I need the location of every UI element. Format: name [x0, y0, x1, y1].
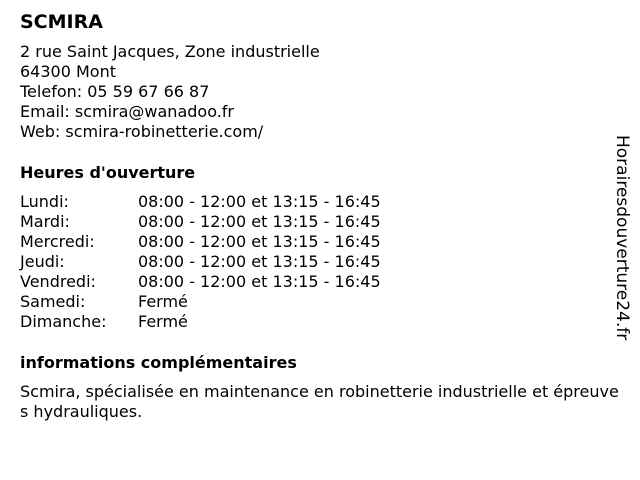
hours-row: [20, 292, 620, 312]
address-line-2: 64300 Mont: [20, 62, 116, 81]
opening-hours-table: [20, 192, 620, 332]
hours-time: Fermé: [138, 292, 188, 311]
site-watermark: Horairesdouverture24.fr: [612, 135, 632, 341]
hours-time: 08:00 - 12:00 et 13:15 - 16:45: [138, 272, 381, 291]
address-line-1: 2 rue Saint Jacques, Zone industrielle: [20, 42, 320, 61]
hours-row: [20, 252, 620, 272]
hours-day: Dimanche:: [20, 312, 107, 331]
hours-day: Mardi:: [20, 212, 70, 231]
hours-day: Samedi:: [20, 292, 86, 311]
hours-day: Lundi:: [20, 192, 69, 211]
additional-info-heading: informations complémentaires: [20, 353, 297, 372]
hours-time: 08:00 - 12:00 et 13:15 - 16:45: [138, 252, 381, 271]
hours-row: [20, 192, 620, 212]
company-name: SCMIRA: [20, 11, 103, 33]
hours-row: [20, 212, 620, 232]
hours-time: 08:00 - 12:00 et 13:15 - 16:45: [138, 192, 381, 211]
hours-time: 08:00 - 12:00 et 13:15 - 16:45: [138, 232, 381, 251]
contact-block: [20, 42, 620, 142]
hours-day: Mercredi:: [20, 232, 95, 251]
hours-time: 08:00 - 12:00 et 13:15 - 16:45: [138, 212, 381, 231]
hours-row: [20, 312, 620, 332]
additional-info-text: Scmira, spécialisée en maintenance en robinetterie industrielle et épreuves hydrauliques.: [20, 382, 619, 421]
hours-day: Vendredi:: [20, 272, 96, 291]
opening-hours-heading: Heures d'ouverture: [20, 163, 196, 182]
email-line: Email: scmira@wanadoo.fr: [20, 102, 234, 121]
hours-time: Fermé: [138, 312, 188, 331]
hours-row: [20, 232, 620, 252]
web-line: Web: scmira-robinetterie.com/: [20, 122, 264, 141]
company-card: [20, 10, 620, 422]
hours-row: [20, 272, 620, 292]
hours-day: Jeudi:: [20, 252, 65, 271]
phone-line: Telefon: 05 59 67 66 87: [20, 82, 210, 101]
